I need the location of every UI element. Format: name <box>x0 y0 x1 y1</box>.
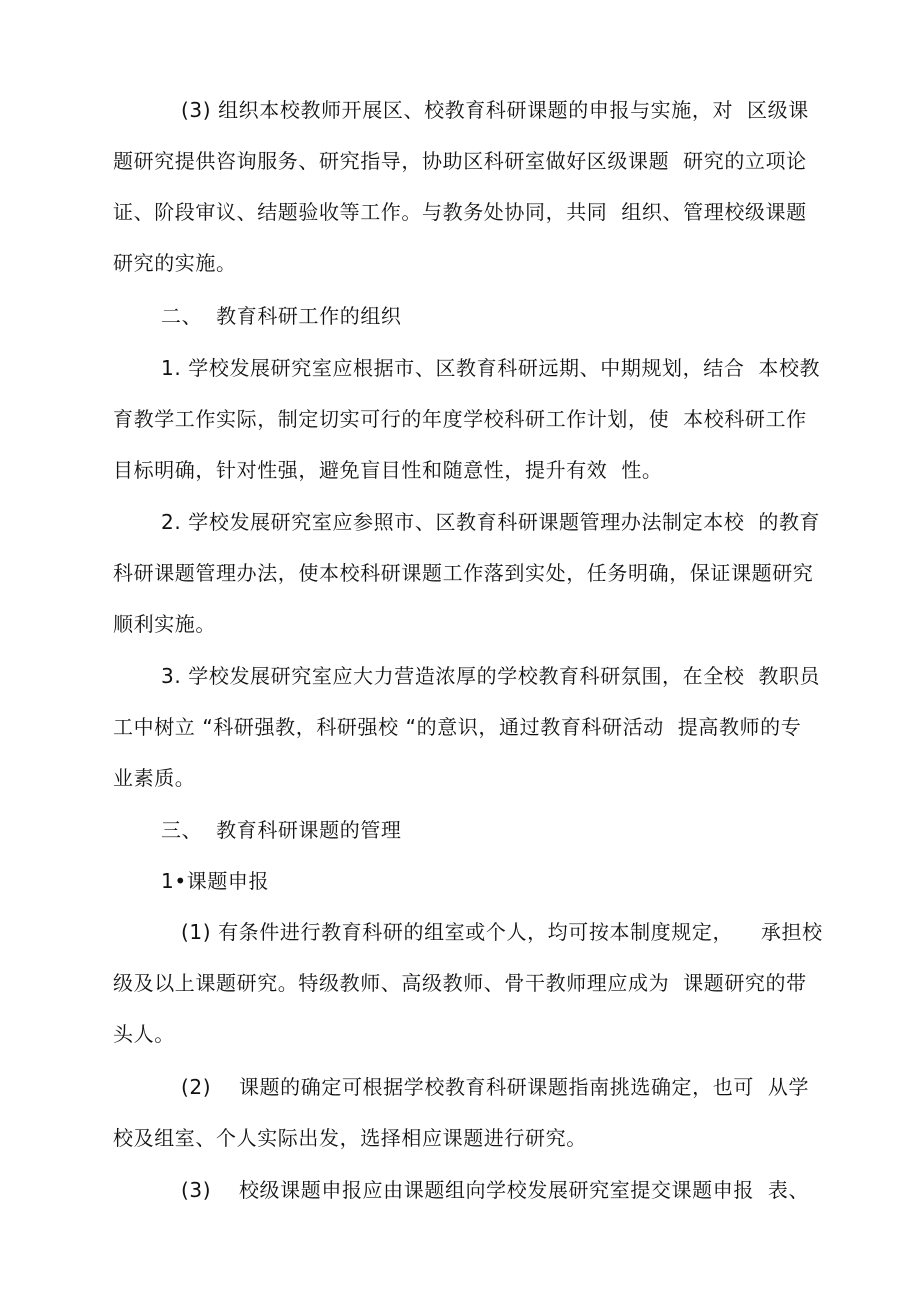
text-line: 目标明确，针对性强，避免盲目性和随意性，提升有效 性。 <box>113 458 663 482</box>
text-line: 研究的实施。 <box>113 251 237 275</box>
section-heading: 二、 教育科研工作的组织 <box>161 304 402 328</box>
text-line: 题研究提供咨询服务、研究指导，协助区科研室做好区级课题 研究的立项论 <box>113 149 807 173</box>
text-line: 顺利实施。 <box>113 612 216 636</box>
text-line: (2) 课题的确定可根据学校教育科研课题指南挑选确定，也可 从学 <box>181 1075 810 1099</box>
text-line: 级及以上课题研究。特级教师、高级教师、骨干教师理应成为 课题研究的带 <box>113 971 807 995</box>
text-line: 校及组室、个人实际出发，选择相应课题进行研究。 <box>113 1126 587 1150</box>
text-line: 1. 学校发展研究室应根据市、区教育科研远期、中期规划，结合 本校教 <box>161 356 821 380</box>
text-line: 业素质。 <box>113 766 196 790</box>
text-line: (3) 组织本校教师开展区、校教育科研课题的申报与实施，对 区级课 <box>181 98 809 122</box>
text-line: 2. 学校发展研究室应参照市、区教育科研课题管理办法制定本校 的教育 <box>161 510 821 534</box>
text-line: 头人。 <box>113 1022 175 1046</box>
section-heading: 三、 教育科研课题的管理 <box>161 818 402 842</box>
text-line: 工中树立 “科研强教，科研强校 “的意识，通过教育科研活动 提高教师的专 <box>113 715 802 739</box>
text-line: 3. 学校发展研究室应大力营造浓厚的学校教育科研氛围，在全校 教职员 <box>161 664 821 688</box>
subsection-heading: 1•课题申报 <box>161 869 270 893</box>
text-line: (3) 校级课题申报应由课题组向学校发展研究室提交课题申报 表、 <box>181 1178 810 1202</box>
text-line: 育教学工作实际，制定切实可行的年度学校科研工作计划，使 本校科研工作 <box>113 407 807 431</box>
text-line: 科研课题管理办法，使本校科研课题工作落到实处，任务明确，保证课题研究 <box>113 561 814 585</box>
text-line: 证、阶段审议、结题验收等工作。与教务处协同，共同 组织、管理校级课题 <box>113 200 807 224</box>
text-line: (1) 有条件进行教育科研的组室或个人，均可按本制度规定， 承担校 <box>181 920 823 944</box>
